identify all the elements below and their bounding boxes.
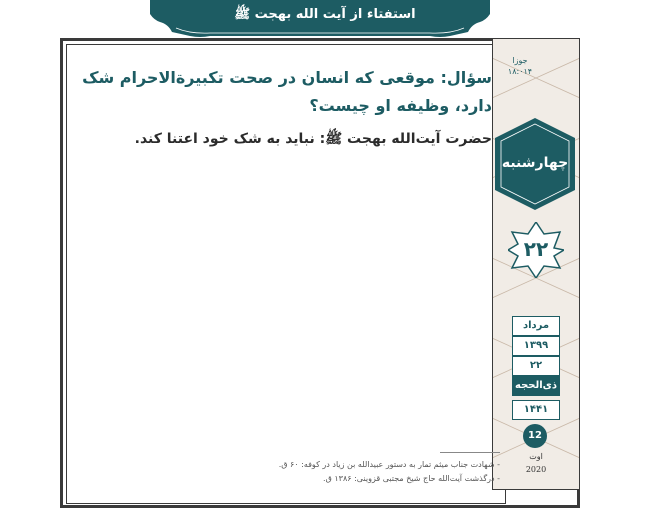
footnotes xyxy=(210,458,500,486)
gregorian-day-badge: 12 xyxy=(523,424,547,448)
solar-month-box: مرداد xyxy=(512,316,560,336)
weekday-label: چهارشنبه xyxy=(501,155,569,171)
lunar-year-box: ۱۴۴۱ xyxy=(512,400,560,420)
juza-date: ۱۸:۰۱۴ xyxy=(507,67,533,76)
solar-year-box: ۱۳۹۹ xyxy=(512,336,560,356)
day-number: ۲۲ xyxy=(523,237,549,261)
footnote-item: - شهادت جناب میثم تمار به دستور عبیدالله بن زیاد در کوفه: ۶۰ ق. xyxy=(278,460,500,469)
question-text: سؤال: موقعی که انسان در صحت تکبیرة‌الاحرام شک دارد، وظیفه او چیست؟ xyxy=(82,68,492,115)
footnote-divider xyxy=(440,452,500,453)
juza-name: جوزا xyxy=(512,56,528,65)
answer-text: حضرت آیت‌الله بهجت ﷺ: نباید به شک خود اعتنا کند. xyxy=(134,131,492,147)
lunar-day-box: ۲۲ xyxy=(512,356,560,376)
gregorian-year: 2020 xyxy=(525,465,547,474)
juza-label xyxy=(499,55,541,77)
gregorian-month: اوت xyxy=(529,452,543,461)
gregorian-date xyxy=(512,450,560,476)
header-title: استفتاء از آیت الله بهجت ﷺ xyxy=(234,7,416,22)
footnote-item: - درگذشت آیت‌الله حاج شیخ مجتبی قزوینی: ۱۳۸۶ ق. xyxy=(323,474,500,483)
lunar-month-box: ذی‌الحجه xyxy=(512,376,560,396)
